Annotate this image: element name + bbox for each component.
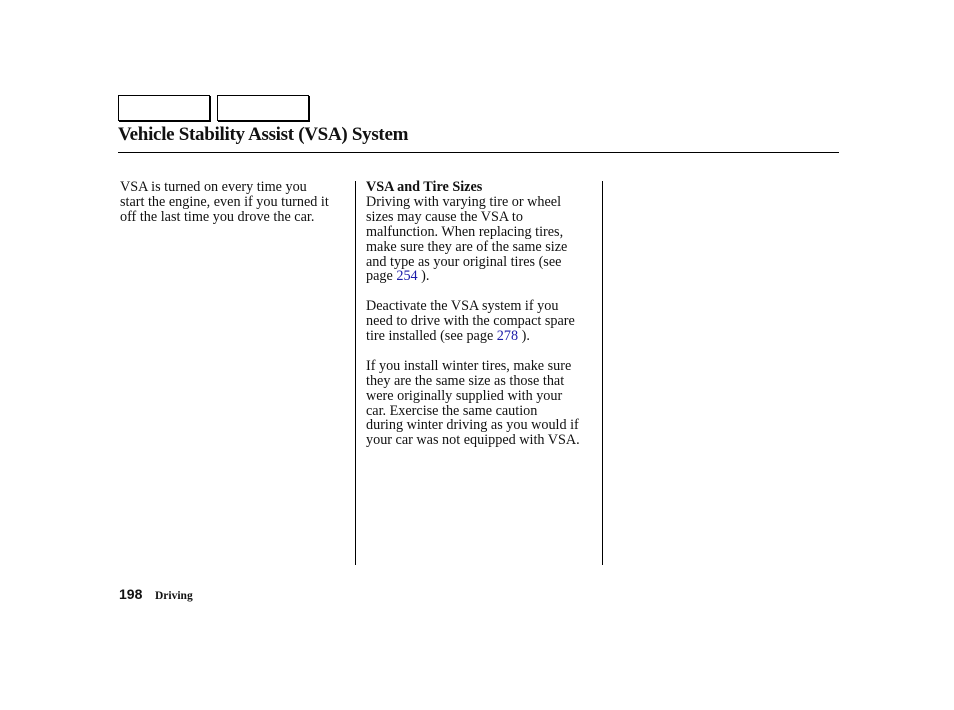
- text-line: your car was not equipped with VSA.: [366, 432, 580, 449]
- text-line: were originally supplied with your: [366, 387, 563, 404]
- column-divider: [602, 181, 603, 565]
- text-line: sizes may cause the VSA to: [366, 208, 523, 225]
- text-line: need to drive with the compact spare: [366, 313, 575, 330]
- text-line: page: [366, 268, 397, 285]
- middle-column: [366, 180, 596, 448]
- text-line: start the engine, even if you turned it: [120, 193, 329, 210]
- section-heading: VSA and Tire Sizes: [366, 179, 483, 195]
- nav-button-2[interactable]: [217, 95, 309, 121]
- text-line: ).: [417, 268, 430, 285]
- page-number: 198: [119, 586, 143, 602]
- page-278-link[interactable]: 278: [496, 328, 519, 345]
- text-line: tire installed (see page: [366, 328, 497, 345]
- text-line: car. Exercise the same caution: [366, 402, 538, 419]
- text-line: during winter driving as you would if: [366, 417, 579, 434]
- title-divider: [118, 152, 839, 153]
- section-name: Driving: [155, 590, 193, 602]
- text-line: ).: [518, 328, 530, 345]
- page-254-link[interactable]: 254: [396, 268, 418, 285]
- text-line: Deactivate the VSA system if you: [366, 298, 559, 315]
- text-line: If you install winter tires, make sure: [366, 357, 572, 374]
- tire-size-paragraph: [366, 195, 596, 284]
- column-divider: [355, 181, 356, 565]
- text-line: they are the same size as those that: [366, 372, 565, 389]
- text-line: Driving with varying tire or wheel: [366, 193, 562, 210]
- left-column: [120, 180, 350, 225]
- text-line: off the last time you drove the car.: [120, 208, 315, 225]
- winter-tire-paragraph: [366, 359, 596, 448]
- text-line: and type as your original tires (see: [366, 253, 562, 270]
- nav-button-1[interactable]: [118, 95, 210, 121]
- intro-paragraph: [120, 180, 350, 225]
- text-line: VSA is turned on every time you: [120, 179, 307, 195]
- page-title: Vehicle Stability Assist (VSA) System: [118, 124, 409, 145]
- text-line: make sure they are of the same size: [366, 238, 568, 255]
- spare-tire-paragraph: [366, 299, 596, 344]
- text-line: malfunction. When replacing tires,: [366, 223, 564, 240]
